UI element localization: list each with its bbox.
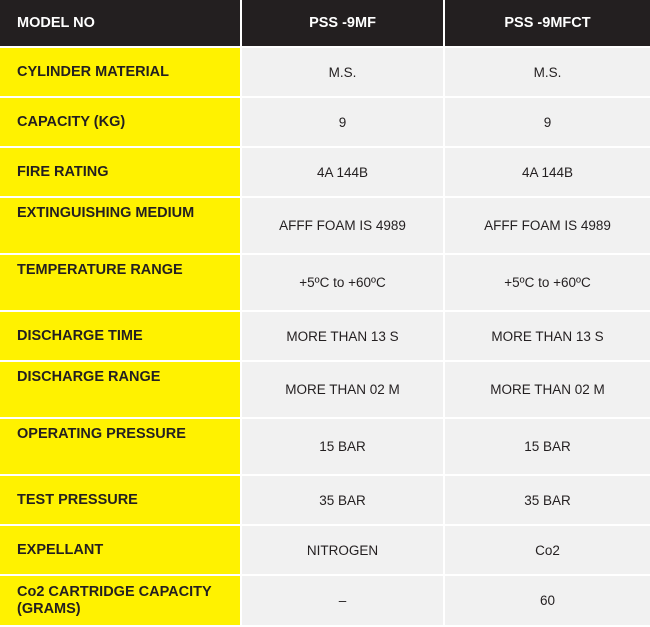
value-pss-9mf: M.S. (242, 48, 445, 98)
table-row (0, 48, 650, 98)
header-pss-9mfct: PSS -9MFCT (445, 0, 650, 48)
header-row (0, 0, 650, 48)
value-pss-9mfct: M.S. (445, 48, 650, 98)
table-row (0, 526, 650, 576)
table-row (0, 255, 650, 312)
table-row (0, 148, 650, 198)
value-pss-9mf: 35 BAR (242, 476, 445, 526)
table-row (0, 98, 650, 148)
table-row (0, 198, 650, 255)
value-pss-9mfct: MORE THAN 13 S (445, 312, 650, 362)
row-label: DISCHARGE RANGE (0, 362, 242, 419)
row-label: OPERATING PRESSURE (0, 419, 242, 476)
row-label: CAPACITY (KG) (0, 98, 242, 148)
value-pss-9mfct: Co2 (445, 526, 650, 576)
table-row (0, 476, 650, 526)
value-pss-9mfct: MORE THAN 02 M (445, 362, 650, 419)
header-model-no: MODEL NO (0, 0, 242, 48)
value-pss-9mf: MORE THAN 02 M (242, 362, 445, 419)
value-pss-9mfct: 35 BAR (445, 476, 650, 526)
value-pss-9mfct: 4A 144B (445, 148, 650, 198)
header-pss-9mf: PSS -9MF (242, 0, 445, 48)
table-row (0, 312, 650, 362)
value-pss-9mf: – (242, 576, 445, 627)
value-pss-9mfct: 15 BAR (445, 419, 650, 476)
row-label: CYLINDER MATERIAL (0, 48, 242, 98)
value-pss-9mf: NITROGEN (242, 526, 445, 576)
value-pss-9mfct: 9 (445, 98, 650, 148)
value-pss-9mf: AFFF FOAM IS 4989 (242, 198, 445, 255)
value-pss-9mfct: AFFF FOAM IS 4989 (445, 198, 650, 255)
value-pss-9mf: 4A 144B (242, 148, 445, 198)
value-pss-9mfct: +5ºC to +60ºC (445, 255, 650, 312)
row-label: EXTINGUISHING MEDIUM (0, 198, 242, 255)
table-row (0, 576, 650, 627)
row-label: Co2 CARTRIDGE CAPACITY (GRAMS) (0, 576, 242, 627)
row-label: TEMPERATURE RANGE (0, 255, 242, 312)
row-label: FIRE RATING (0, 148, 242, 198)
value-pss-9mfct: 60 (445, 576, 650, 627)
row-label: EXPELLANT (0, 526, 242, 576)
value-pss-9mf: 15 BAR (242, 419, 445, 476)
value-pss-9mf: MORE THAN 13 S (242, 312, 445, 362)
table-row (0, 419, 650, 476)
spec-table-body (0, 48, 650, 627)
value-pss-9mf: +5ºC to +60ºC (242, 255, 445, 312)
row-label: DISCHARGE TIME (0, 312, 242, 362)
value-pss-9mf: 9 (242, 98, 445, 148)
row-label: TEST PRESSURE (0, 476, 242, 526)
table-row (0, 362, 650, 419)
